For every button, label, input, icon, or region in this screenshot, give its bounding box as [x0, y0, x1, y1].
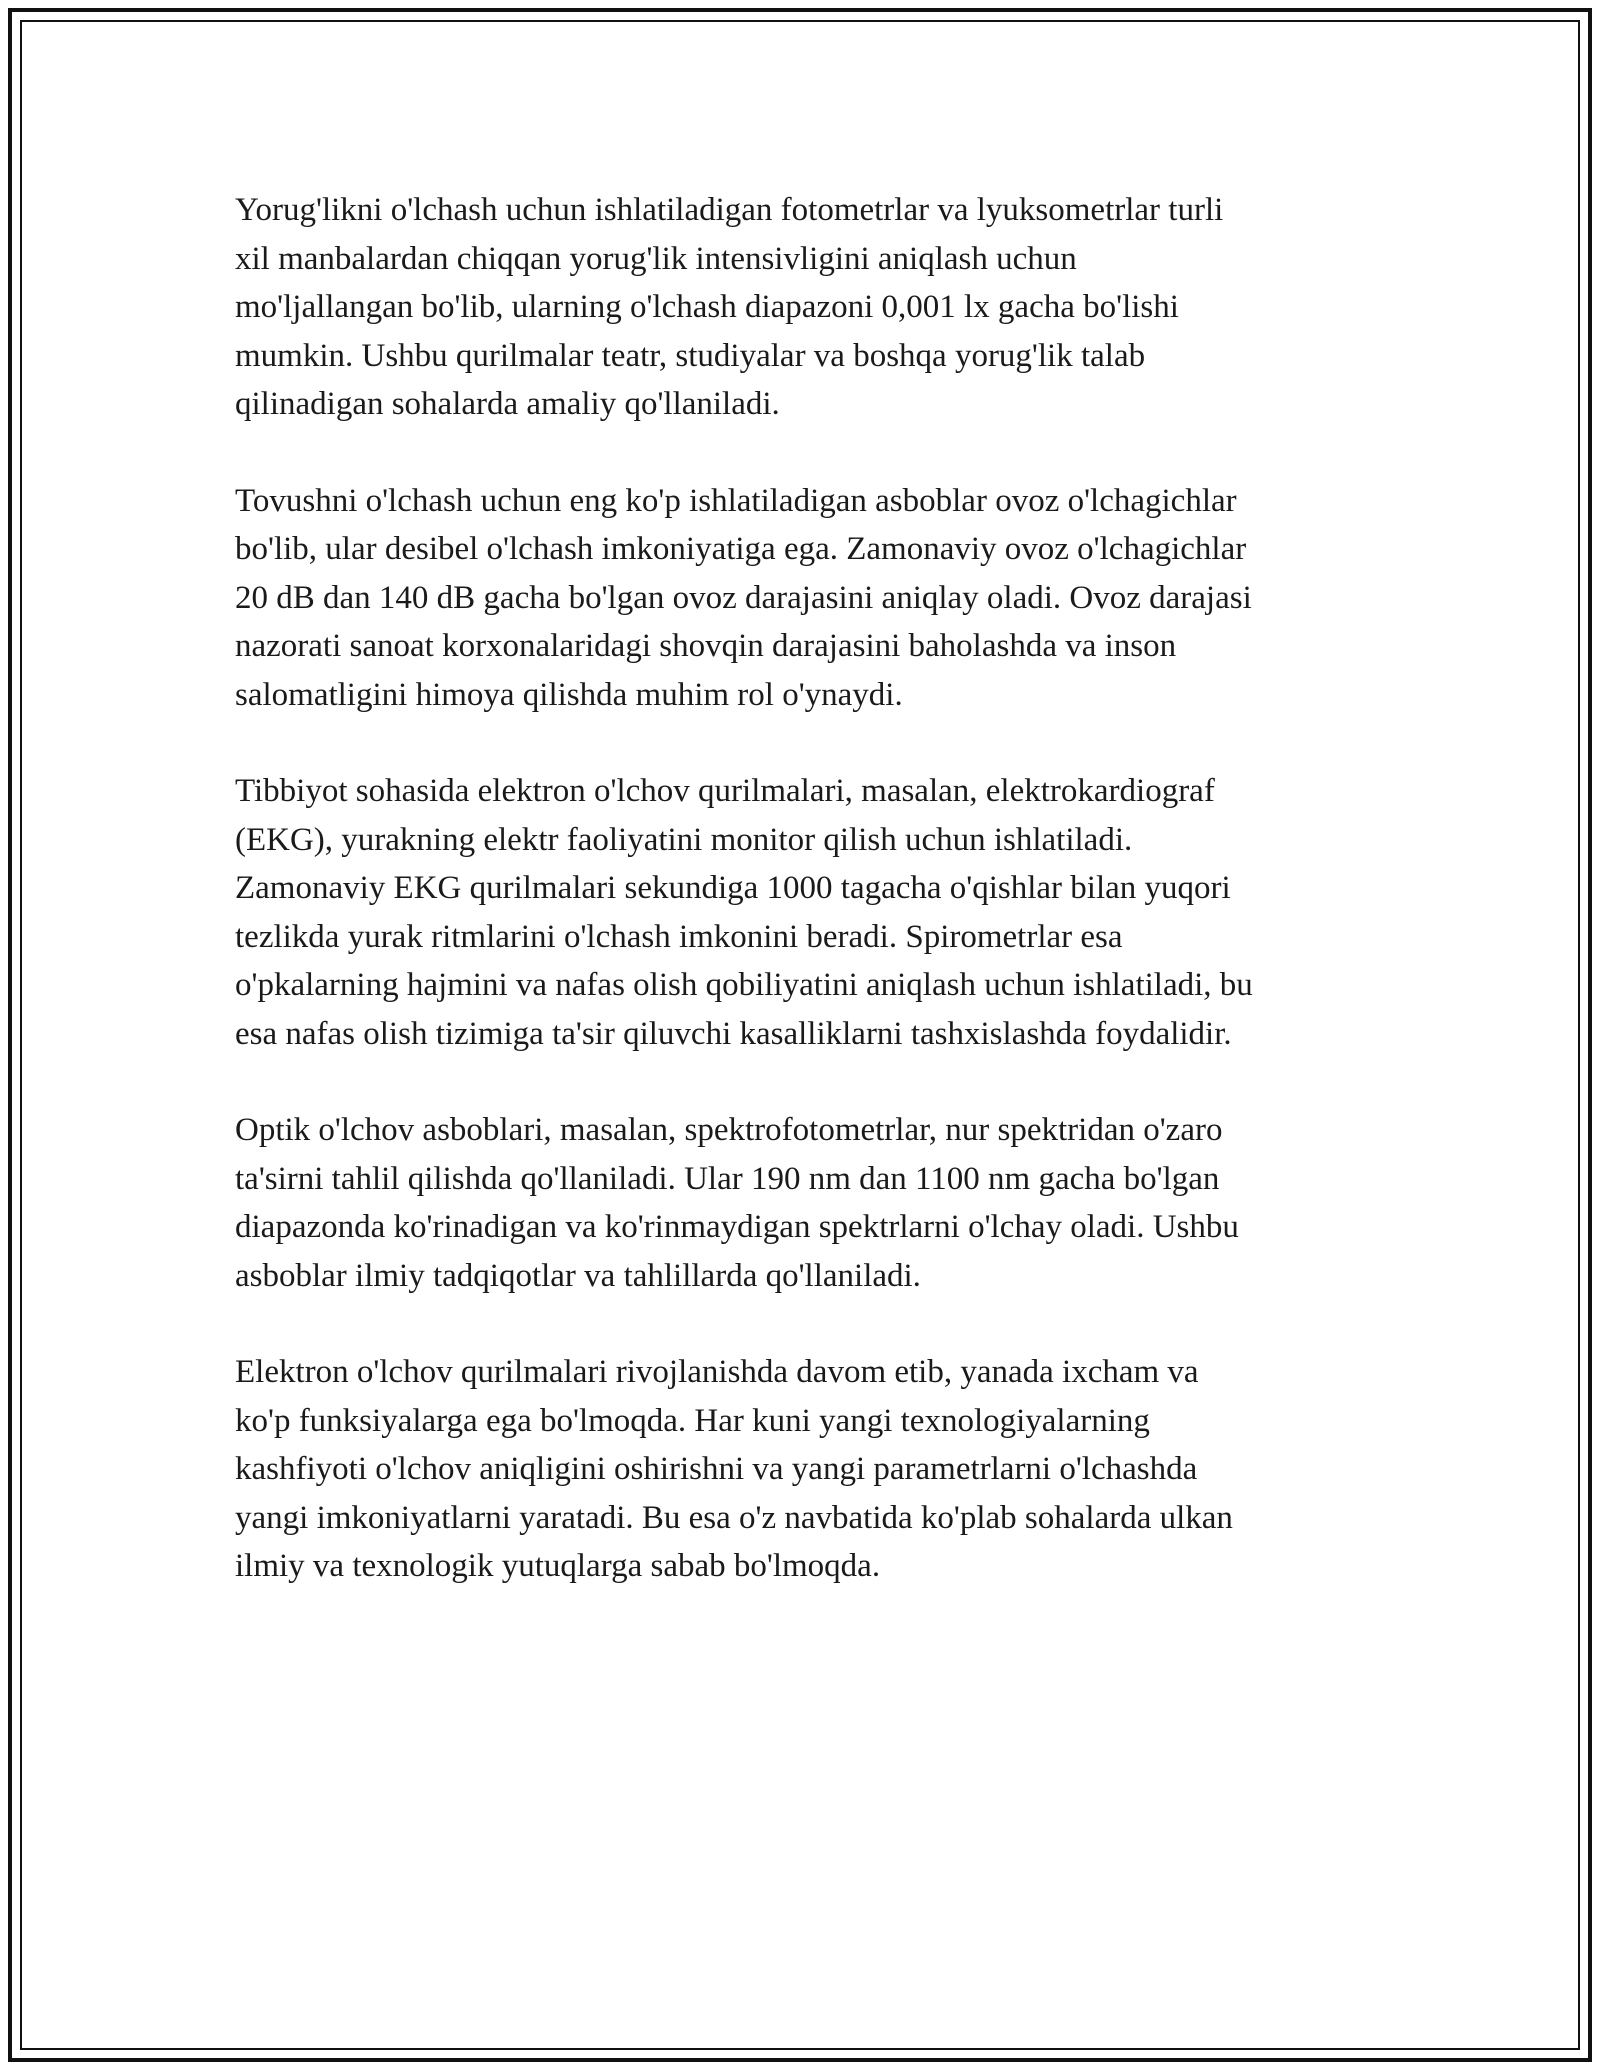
paragraph-photometers: Yorug'likni o'lchash uchun ishlatiladigan fotometrlar va lyuksometrlar turli xil manbalardan chiqqan yorug'lik intensivligini aniqlash uchun mo'ljallangan bo'lib, ularning o'lchash diapazoni 0,001 lx gacha bo'lishi mumkin. Ushbu qurilmalar teatr, studiyalar va boshqa yorug'lik talab qilinadigan sohalarda amaliy qo'llaniladi.: [235, 192, 1224, 422]
document-body: [235, 186, 1375, 1639]
paragraph-conclusion: Elektron o'lchov qurilmalari rivojlanishda davom etib, yanada ixcham va ko'p funksiyalarga ega bo'lmoqda. Har kuni yangi texnologiyalarning kashfiyoti o'lchov aniqligini oshirishni va yangi parametrlarni o'lchashda yangi imkoniyatlarni yaratadi. Bu esa o'z navbatida ko'plab sohalarda ulkan ilmiy va texnologik yutuqlarga sabab bo'lmoqda.: [235, 1354, 1233, 1584]
paragraph-medical-devices: Tibbiyot sohasida elektron o'lchov qurilmalari, masalan, elektrokardiograf (EKG), yurakning elektr faoliyatini monitor qilish uchun ishlatiladi. Zamonaviy EKG qurilmalari sekundiga 1000 tagacha o'qishlar bilan yuqori tezlikda yurak ritmlarini o'lchash imkonini beradi. Spirometrlar esa o'pkalarning hajmini va nafas olish qobiliyatini aniqlash uchun ishlatiladi, bu esa nafas olish tizimiga ta'sir qiluvchi kasalliklarni tashxislashda foydalidir.: [235, 773, 1253, 1052]
paragraph-optical-instruments: Optik o'lchov asboblari, masalan, spektrofotometrlar, nur spektridan o'zaro ta'sirni tahlil qilishda qo'llaniladi. Ular 190 nm dan 1100 nm gacha bo'lgan diapazonda ko'rinadigan va ko'rinmaydigan spektrlarni o'lchay oladi. Ushbu asboblar ilmiy tadqiqotlar va tahlillarda qo'llaniladi.: [235, 1112, 1239, 1294]
paragraph-sound-meters: Tovushni o'lchash uchun eng ko'p ishlatiladigan asboblar ovoz o'lchagichlar bo'lib, ular desibel o'lchash imkoniyatiga ega. Zamonaviy ovoz o'lchagichlar 20 dB dan 140 dB gacha bo'lgan ovoz darajasini aniqlay oladi. Ovoz darajasi nazorati sanoat korxonalaridagi shovqin darajasini baholashda va inson salomatligini himoya qilishda muhim rol o'ynaydi.: [235, 482, 1252, 713]
